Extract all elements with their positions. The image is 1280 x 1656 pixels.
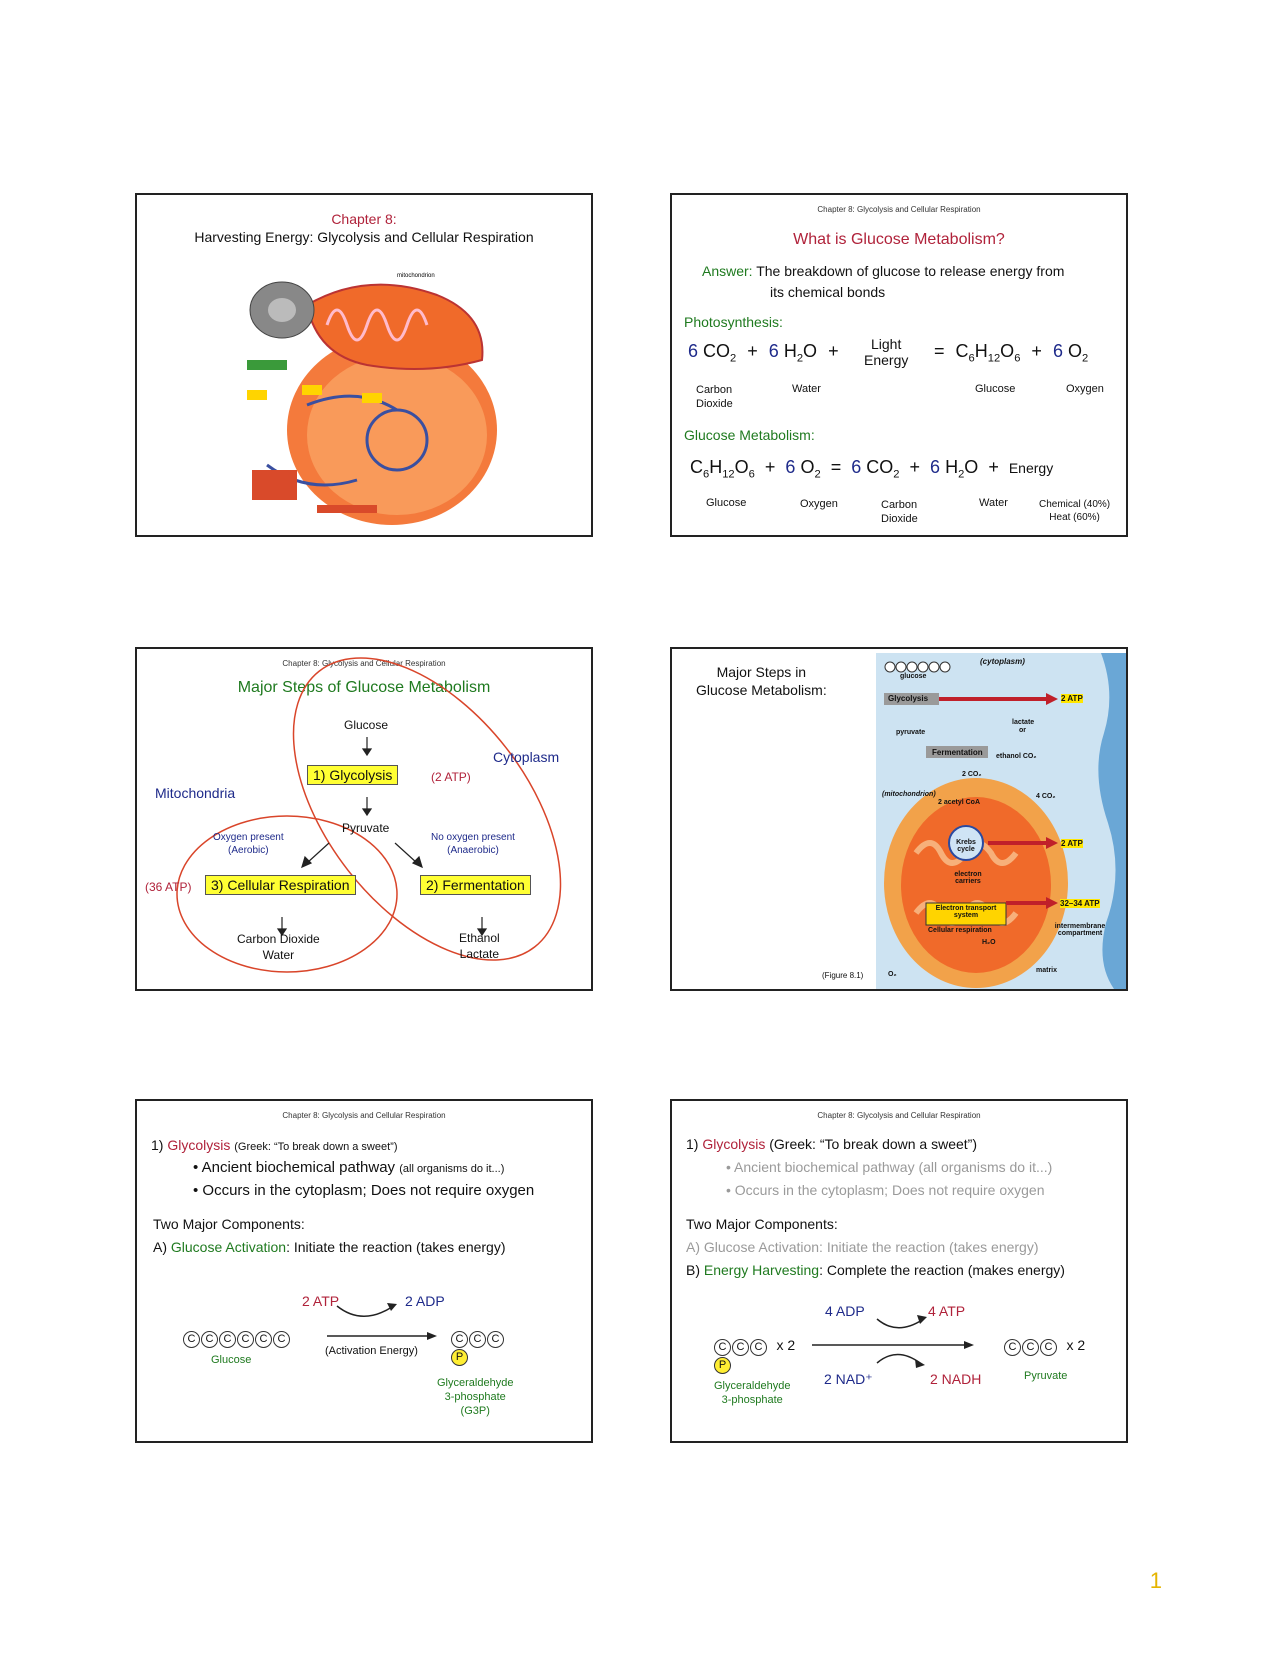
- label: Carbon Dioxide: [237, 932, 320, 946]
- no-oxygen-present: [431, 831, 515, 857]
- activation-energy: (Activation Energy): [325, 1345, 418, 1357]
- energy: Energy: [1008, 460, 1054, 476]
- oxygen-present: [213, 831, 284, 857]
- formula: O: [1067, 341, 1082, 361]
- fig-pyruvate: pyruvate: [896, 729, 926, 736]
- formula: H: [945, 457, 959, 477]
- formula: O: [800, 457, 815, 477]
- label: Heat (60%): [1049, 512, 1100, 523]
- phosphate-circle: P: [714, 1357, 731, 1374]
- slide-header: Chapter 8: Glycolysis and Cellular Respiration: [817, 1111, 981, 1120]
- glucose-molecule: [183, 1329, 291, 1348]
- activation-arrows: [137, 1101, 593, 1443]
- fig-atp-32: 32–34 ATP: [1060, 899, 1100, 908]
- label: (G3P): [460, 1405, 490, 1417]
- g3p-molecule: [714, 1337, 795, 1356]
- subscript: 6: [1014, 352, 1021, 365]
- energy-label: Energy: [864, 352, 909, 368]
- figure-8-1: [876, 653, 1126, 989]
- carbon: C: [750, 1339, 767, 1356]
- nadh-output: 2 NADH: [930, 1371, 982, 1387]
- multiplier: x 2: [1066, 1337, 1086, 1353]
- carbon: C: [1022, 1339, 1039, 1356]
- rest: : Complete the reaction (makes energy): [819, 1262, 1065, 1278]
- carbon: C: [469, 1331, 486, 1348]
- pyruvate-molecule: [1004, 1337, 1085, 1356]
- cellular-respiration-box: 3) Cellular Respiration: [205, 875, 356, 895]
- page-number: 1: [1149, 1568, 1162, 1593]
- fig-lactate: lactate: [1012, 719, 1035, 726]
- carbon: C: [714, 1339, 731, 1356]
- coef: 6: [851, 457, 862, 477]
- subscript: 2: [1082, 352, 1089, 365]
- prefix: A): [153, 1239, 167, 1255]
- label-water: Water: [792, 383, 821, 395]
- label: (Aerobic): [228, 845, 269, 856]
- mitochondrion-figure: [247, 265, 497, 525]
- cytoplasm-mitochondria-venn: [137, 649, 593, 991]
- formula: C: [690, 457, 703, 477]
- label-water: Water: [979, 497, 1008, 509]
- label-oxygen: Oxygen: [1066, 383, 1104, 395]
- label: Ethanol: [459, 931, 500, 945]
- components-heading: Two Major Components:: [686, 1216, 838, 1232]
- label-glucose: Glucose: [975, 383, 1016, 395]
- label: Dioxide: [696, 398, 733, 410]
- title-line: Glucose Metabolism:: [696, 682, 827, 698]
- carbon: C: [237, 1331, 254, 1348]
- carbon: C: [219, 1331, 236, 1348]
- slide-4: [670, 647, 1128, 991]
- slide-1: [135, 193, 593, 537]
- fig-matrix: matrix: [1036, 967, 1058, 974]
- label-energy-split: [1039, 498, 1110, 524]
- text: Ancient biochemical pathway: [201, 1159, 396, 1176]
- fig-atp-2: 2 ATP: [1061, 694, 1083, 703]
- figure-ref: (Figure 8.1): [822, 971, 864, 980]
- note: (all organisms do it...): [399, 1163, 505, 1175]
- carbon: C: [201, 1331, 218, 1348]
- component-a: A) Glucose Activation: Initiate the reaction (takes energy): [686, 1239, 1039, 1255]
- label: Dioxide: [881, 513, 918, 525]
- fermentation-products: [459, 930, 500, 962]
- fig-atp-2b: 2 ATP: [1061, 839, 1083, 848]
- phosphate-circle: P: [451, 1349, 468, 1366]
- adp-input: 4 ADP: [825, 1303, 865, 1319]
- formula: CO: [866, 457, 894, 477]
- phosphate: [451, 1347, 469, 1366]
- text: Occurs in the cytoplasm; Does not require oxygen: [734, 1182, 1045, 1198]
- glucose-label: Glucose: [211, 1354, 252, 1366]
- plus: +: [764, 457, 776, 477]
- plus: +: [828, 341, 839, 361]
- label: No oxygen present: [431, 832, 515, 843]
- label: 3-phosphate: [721, 1394, 783, 1406]
- slide-header: Chapter 8: Glycolysis and Cellular Respiration: [282, 1111, 446, 1120]
- pyruvate-label: Pyruvate: [1024, 1370, 1068, 1382]
- plus: +: [909, 457, 921, 477]
- answer-label: Answer:: [702, 263, 753, 279]
- label-carbon-dioxide: [696, 383, 733, 411]
- answer-text-1: The breakdown of glucose to release energy from: [756, 263, 1065, 279]
- coef: 6: [768, 341, 779, 361]
- fig-intermembrane: intermembrane compartment: [1054, 923, 1106, 937]
- fig-ethanol: ethanol CO₂: [996, 753, 1037, 760]
- label-glucose: Glucose: [706, 497, 747, 509]
- num: 1): [151, 1137, 164, 1153]
- g3p-molecule: [451, 1329, 505, 1348]
- multiplier: x 2: [776, 1337, 796, 1353]
- slide-title: [696, 663, 827, 699]
- text: Occurs in the cytoplasm; Does not require oxygen: [202, 1182, 535, 1199]
- num: 1): [686, 1136, 699, 1152]
- formula: O: [734, 457, 749, 477]
- formula: CO: [703, 341, 731, 361]
- fig-o2: O₂: [888, 971, 897, 978]
- carbon: C: [487, 1331, 504, 1348]
- g3p-label: [437, 1376, 513, 1418]
- title-line: Major Steps in: [716, 664, 807, 680]
- fig-or: or: [1019, 727, 1026, 734]
- coef: 6: [688, 341, 699, 361]
- plus: +: [988, 457, 999, 477]
- term: Glycolysis: [167, 1137, 231, 1153]
- subscript: 2: [814, 468, 821, 481]
- subscript: 2: [893, 468, 900, 481]
- answer-text-2: its chemical bonds: [770, 284, 886, 300]
- nad-input: 2 NAD⁺: [824, 1371, 873, 1387]
- fig-co2-4: 4 CO₂: [1036, 793, 1056, 800]
- fig-cellular-respiration: Cellular respiration: [928, 927, 992, 934]
- fig-cytoplasm: (cytoplasm): [980, 657, 1025, 666]
- carbon: C: [273, 1331, 290, 1348]
- glucose-metabolism-label: Glucose Metabolism:: [684, 427, 815, 443]
- fig-co2-2: 2 CO₂: [962, 771, 982, 778]
- respiration-products: [237, 931, 320, 963]
- equals: =: [934, 341, 945, 361]
- prefix: B): [686, 1262, 700, 1278]
- formula: O: [964, 457, 979, 477]
- mitochondria-label: Mitochondria: [155, 785, 236, 801]
- components-heading: Two Major Components:: [153, 1216, 305, 1232]
- carbon: C: [183, 1331, 200, 1348]
- atp-output: 4 ATP: [928, 1303, 966, 1319]
- adp-output: 2 ADP: [405, 1293, 445, 1309]
- coef: 6: [1052, 341, 1063, 361]
- bullet-1: • Ancient biochemical pathway (all organisms do it...): [726, 1159, 1053, 1175]
- subscript: 2: [730, 352, 737, 365]
- note: (Greek: “To break down a sweet”): [234, 1141, 398, 1153]
- equals: =: [830, 457, 842, 477]
- slide-6: [670, 1099, 1128, 1443]
- bullet-2: • Occurs in the cytoplasm; Does not require oxygen: [726, 1182, 1045, 1198]
- subscript: 2: [796, 352, 804, 365]
- label: (Anaerobic): [447, 845, 499, 856]
- fig-krebs: Krebs cycle: [956, 839, 976, 853]
- rest: : Initiate the reaction (takes energy): [286, 1239, 506, 1255]
- light-energy: [864, 336, 908, 368]
- subscript: 12: [722, 468, 735, 481]
- formula: H: [974, 341, 988, 361]
- answer-line-1: [702, 263, 1064, 279]
- coef: 6: [930, 457, 941, 477]
- plus: +: [1031, 341, 1042, 361]
- subscript: 6: [703, 468, 710, 481]
- pyruvate-label: Pyruvate: [342, 821, 390, 835]
- subscript: 12: [987, 352, 1001, 365]
- fig-electron-carriers: electron carriers: [954, 871, 982, 885]
- light-label: Light: [871, 336, 902, 352]
- slide-5: [135, 1099, 593, 1443]
- term: Glucose Activation: [170, 1239, 287, 1255]
- fermentation-box: 2) Fermentation: [420, 875, 531, 895]
- glycolysis-atp: (2 ATP): [431, 770, 471, 784]
- bullet-1: • Ancient biochemical pathway (all organisms do it...): [193, 1159, 505, 1176]
- label: Carbon: [881, 499, 918, 511]
- fig-h2o: H₂O: [982, 939, 996, 946]
- term: Glycolysis: [702, 1136, 766, 1152]
- chapter-label: Chapter 8:: [331, 211, 397, 227]
- label-carbon-dioxide: [881, 498, 918, 526]
- label: Carbon: [696, 384, 733, 396]
- slide-title: Major Steps of Glucose Metabolism: [237, 679, 491, 696]
- carbon: C: [255, 1331, 272, 1348]
- fig-fermentation: Fermentation: [932, 748, 983, 757]
- label-oxygen: Oxygen: [800, 498, 838, 510]
- formula: O: [1000, 341, 1015, 361]
- formula: H: [783, 341, 797, 361]
- formula: C: [955, 341, 969, 361]
- fig-acetyl-coa: 2 acetyl CoA: [938, 799, 981, 806]
- label: Glyceraldehyde: [714, 1380, 791, 1392]
- note: (Greek: “To break down a sweet”): [769, 1136, 977, 1152]
- bullet-2: • Occurs in the cytoplasm; Does not require oxygen: [193, 1182, 535, 1199]
- photosynthesis-products: [934, 341, 1088, 365]
- photosynthesis-equation: [688, 341, 845, 365]
- photosynthesis-label: Photosynthesis:: [684, 314, 783, 330]
- coef: 6: [785, 457, 796, 477]
- subscript: 6: [968, 352, 975, 365]
- slide-title: What is Glucose Metabolism?: [793, 231, 1005, 248]
- slide-title: Harvesting Energy: Glycolysis and Cellular Respiration: [194, 229, 534, 245]
- fig-glycolysis: Glycolysis: [888, 694, 929, 703]
- fig-glucose: glucose: [900, 673, 927, 680]
- figure-caption: mitochondrion: [397, 273, 435, 279]
- formula: O: [803, 341, 818, 361]
- cytoplasm-label: Cytoplasm: [493, 749, 560, 765]
- carbon: C: [1040, 1339, 1057, 1356]
- phosphate: [714, 1355, 732, 1374]
- label: Chemical (40%): [1039, 499, 1111, 510]
- metabolism-equation: [690, 457, 1053, 481]
- label: 3-phosphate: [444, 1391, 506, 1403]
- label: Oxygen present: [213, 832, 284, 843]
- label: Lactate: [459, 947, 500, 961]
- carbon: C: [451, 1331, 468, 1348]
- g3p-label: [714, 1379, 790, 1407]
- glycolysis-box: 1) Glycolysis: [307, 765, 398, 785]
- slide-3: [135, 647, 593, 991]
- atp-input: 2 ATP: [302, 1293, 340, 1309]
- slide-header: Chapter 8: Glycolysis and Cellular Respiration: [817, 205, 981, 214]
- label: Water: [262, 948, 295, 962]
- plus: +: [747, 341, 758, 361]
- respiration-atp: (36 ATP): [145, 880, 192, 894]
- text: Ancient biochemical pathway (all organisms do it...): [734, 1159, 1053, 1175]
- carbon: C: [1004, 1339, 1021, 1356]
- carbon: C: [732, 1339, 749, 1356]
- subscript: 2: [958, 468, 965, 481]
- slide-2: [670, 193, 1128, 537]
- slide-header: Chapter 8: Glycolysis and Cellular Respiration: [282, 659, 446, 668]
- term: Energy Harvesting: [703, 1262, 820, 1278]
- subscript: 6: [748, 468, 755, 481]
- fig-mitochondrion: (mitochondrion): [882, 791, 936, 798]
- glucose-label: Glucose: [344, 718, 389, 732]
- fig-ets: Electron transport system: [935, 905, 997, 919]
- label: Glyceraldehyde: [437, 1377, 514, 1389]
- formula: H: [709, 457, 723, 477]
